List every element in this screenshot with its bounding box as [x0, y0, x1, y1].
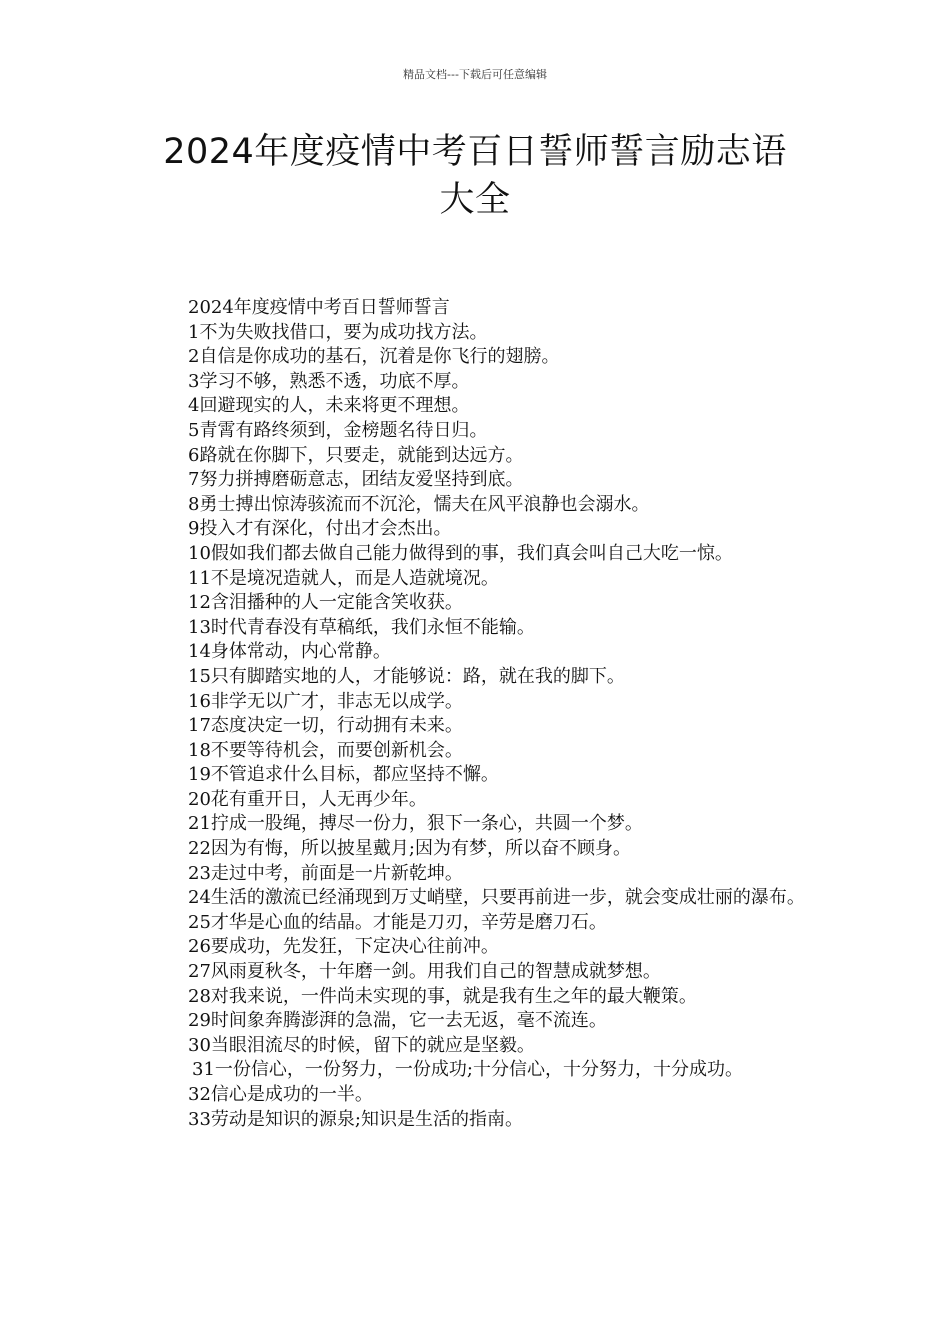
body-paragraph: 4回避现实的人，未来将更不理想。 — [188, 395, 470, 417]
body-paragraph: 32信心是成功的一半。 — [188, 1084, 373, 1105]
body-paragraph: 22因为有悔，所以披星戴月;因为有梦，所以奋不顾身。 — [188, 838, 631, 860]
body-paragraph: 23走过中考，前面是一片新乾坤。 — [188, 862, 463, 884]
body-paragraph: 30当眼泪流尽的时候，留下的就应是坚毅。 — [188, 1034, 535, 1056]
body-paragraph: 11不是境况造就人，而是人造就境况。 — [188, 567, 499, 589]
body-paragraph: 21拧成一股绳，搏尽一份力，狠下一条心，共圆一个梦。 — [188, 813, 643, 835]
body-paragraph: 18不要等待机会，而要创新机会。 — [188, 739, 463, 761]
document-body — [144, 296, 806, 1132]
body-paragraph: 2自信是你成功的基石，沉着是你飞行的翅膀。 — [188, 346, 560, 368]
body-paragraph: 15只有脚踏实地的人，才能够说：路，就在我的脚下。 — [188, 665, 625, 687]
title-line-1: 2024年度疫情中考百日誓师誓言励志语 — [163, 132, 787, 172]
body-paragraph: 12含泪播种的人一定能含笑收获。 — [188, 592, 463, 614]
body-paragraph: 20花有重开日，人无再少年。 — [188, 788, 427, 810]
body-paragraph: 6路就在你脚下，只要走，就能到达远方。 — [188, 444, 524, 466]
body-paragraph: 8勇士搏出惊涛骇流而不沉沦，懦夫在风平浪静也会溺水。 — [188, 493, 650, 515]
body-paragraph: 13时代青春没有草稿纸，我们永恒不能输。 — [188, 616, 535, 638]
body-paragraph: 31一份信心，一份努力，一份成功;十分信心，十分努力，十分成功。 — [192, 1059, 743, 1081]
body-paragraph: 10假如我们都去做自己能力做得到的事，我们真会叫自己大吃一惊。 — [188, 542, 733, 564]
body-paragraph: 24生活的激流已经涌现到万丈峭壁，只要再前进一步，就会变成壮丽的瀑布。 — [188, 887, 805, 909]
body-paragraph: 27风雨夏秋冬，十年磨一剑。用我们自己的智慧成就梦想。 — [188, 961, 661, 983]
body-paragraph: 3学习不够，熟悉不透，功底不厚。 — [188, 370, 470, 392]
body-paragraph: 9投入才有深化，付出才会杰出。 — [188, 518, 452, 540]
page-header: 精品文档---下载后可任意编辑 — [403, 68, 547, 81]
body-paragraph: 28对我来说，一件尚未实现的事，就是我有生之年的最大鞭策。 — [188, 985, 697, 1007]
body-paragraph: 29时间象奔腾澎湃的急湍，它一去无返，毫不流连。 — [188, 1010, 607, 1032]
body-paragraph: 1不为失败找借口，要为成功找方法。 — [188, 321, 488, 343]
body-paragraph: 5青霄有路终须到，金榜题名待日归。 — [188, 419, 488, 441]
body-paragraph: 14身体常动，内心常静。 — [188, 641, 391, 663]
body-paragraph: 26要成功，先发狂，下定决心往前冲。 — [188, 936, 499, 958]
body-paragraph: 7努力拼搏磨砺意志，团结友爱坚持到底。 — [188, 469, 524, 491]
body-paragraph: 16非学无以广才，非志无以成学。 — [188, 690, 463, 712]
document-title — [110, 128, 840, 224]
body-paragraph: 17态度决定一切，行动拥有未来。 — [188, 715, 463, 737]
body-paragraph: 25才华是心血的结晶。才能是刀刃，辛劳是磨刀石。 — [188, 911, 607, 933]
title-line-2: 大全 — [439, 180, 511, 220]
body-paragraph: 2024年度疫情中考百日誓师誓言 — [188, 297, 450, 318]
body-paragraph: 19不管追求什么目标，都应坚持不懈。 — [188, 764, 499, 786]
body-paragraph: 33劳动是知识的源泉;知识是生活的指南。 — [188, 1108, 523, 1130]
